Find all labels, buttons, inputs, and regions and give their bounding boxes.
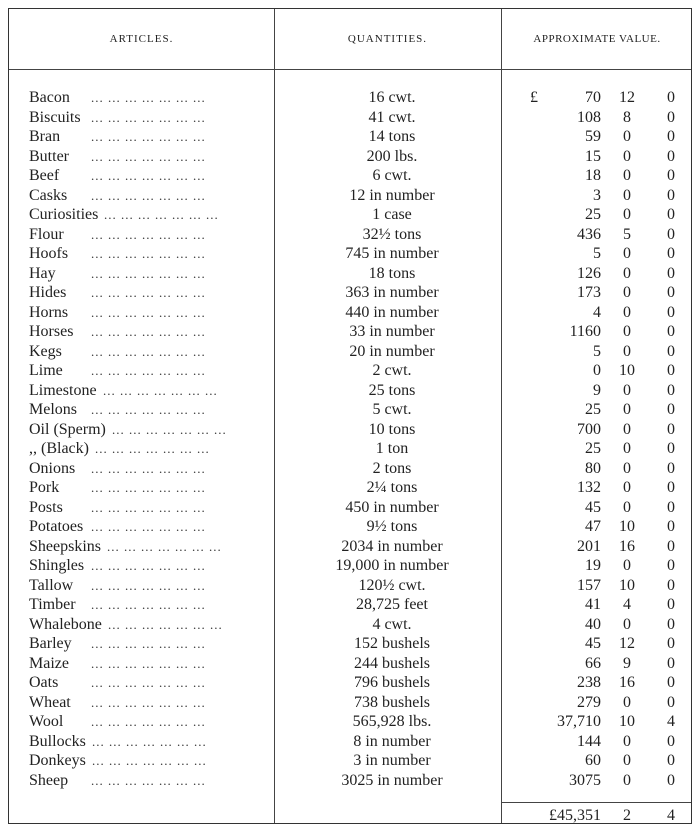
pounds-cell: 45 xyxy=(585,635,601,652)
quantity-cell: 1 case xyxy=(372,206,412,223)
pounds-cell: 40 xyxy=(585,615,601,633)
article-cell: Lime xyxy=(29,362,63,379)
pence-cell: 0 xyxy=(667,440,675,457)
leader-dots: ... ... ... ... ... ... ... xyxy=(95,441,210,456)
quantity-cell: 25 tons xyxy=(368,381,416,399)
pence-cell: 0 xyxy=(667,498,675,516)
shillings-cell: 5 xyxy=(623,225,631,243)
pence-cell: 0 xyxy=(667,615,675,633)
quantity-cell: 152 bushels xyxy=(354,635,430,652)
table-row xyxy=(9,127,691,147)
shillings-cell: 0 xyxy=(623,693,631,711)
article-cell: Bran xyxy=(29,128,61,145)
pence-cell: 0 xyxy=(667,108,675,126)
shillings-cell: 0 xyxy=(623,284,631,301)
leader-dots: ... ... ... ... ... ... ... xyxy=(91,148,206,164)
pounds-cell: 18 xyxy=(585,167,601,184)
leader-dots: ... ... ... ... ... ... ... xyxy=(91,246,206,261)
pence-cell: 0 xyxy=(667,128,675,145)
article-cell: Casks xyxy=(29,186,68,204)
shillings-cell: 0 xyxy=(623,420,631,438)
shillings-cell: 0 xyxy=(623,771,631,789)
pence-cell: 0 xyxy=(667,732,675,750)
leader-dots: ... ... ... ... ... ... ... xyxy=(92,733,207,749)
pounds-cell: 144 xyxy=(577,732,601,750)
article-cell: ,, (Black) xyxy=(29,440,89,457)
pounds-cell: 157 xyxy=(577,576,601,594)
shillings-cell: 0 xyxy=(623,206,631,223)
leader-dots: ... ... ... ... ... ... ... xyxy=(91,714,206,729)
article-cell: Melons xyxy=(29,401,77,418)
quantity-cell: 2 cwt. xyxy=(372,362,412,379)
leader-dots: ... ... ... ... ... ... ... xyxy=(91,772,206,788)
total-row xyxy=(9,806,691,826)
quantity-cell: 16 cwt. xyxy=(368,89,416,106)
shillings-cell: 12 xyxy=(619,89,635,106)
quantity-cell: 450 in number xyxy=(345,498,439,516)
shillings-cell: 0 xyxy=(623,401,631,418)
shillings-cell: 0 xyxy=(623,128,631,145)
article-cell: Bacon xyxy=(29,89,70,106)
quantity-cell: 120½ cwt. xyxy=(358,576,426,594)
pence-cell: 0 xyxy=(667,206,675,223)
pounds-cell: 60 xyxy=(585,752,601,769)
pounds-cell: 436 xyxy=(577,225,601,243)
table-row xyxy=(9,303,691,323)
quantity-cell: 12 in number xyxy=(349,186,435,204)
article-cell: Wool xyxy=(29,713,64,730)
article-cell: Oil (Sperm) xyxy=(29,420,106,438)
shillings-cell: 0 xyxy=(623,440,631,457)
pence-cell: 0 xyxy=(667,303,675,321)
table-row xyxy=(9,751,691,771)
table-row xyxy=(9,478,691,498)
shillings-cell: 0 xyxy=(623,264,631,282)
pounds-cell: 201 xyxy=(577,537,601,555)
pounds-cell: 19 xyxy=(585,557,601,574)
quantity-cell: 2 tons xyxy=(372,459,412,477)
pence-cell: 0 xyxy=(667,167,675,184)
quantity-cell: 19,000 in number xyxy=(335,557,449,574)
pence-cell: 0 xyxy=(667,693,675,711)
table-row xyxy=(9,732,691,752)
shillings-cell: 10 xyxy=(619,518,635,535)
pounds-cell: 700 xyxy=(577,420,601,438)
article-cell: Bullocks xyxy=(29,732,86,750)
leader-dots: ... ... ... ... ... ... ... xyxy=(91,129,206,144)
table-row xyxy=(9,537,691,557)
article-cell: Limestone xyxy=(29,381,97,399)
exports-table xyxy=(8,8,692,824)
article-cell: Horns xyxy=(29,303,69,321)
table-row xyxy=(9,439,691,459)
table-row xyxy=(9,615,691,635)
table-row xyxy=(9,205,691,225)
table-row xyxy=(9,595,691,615)
pounds-cell: 25 xyxy=(585,206,601,223)
pence-cell: 0 xyxy=(667,674,675,691)
quantity-cell: 244 bushels xyxy=(354,654,430,672)
article-cell: Shingles xyxy=(29,557,85,574)
table-row xyxy=(9,459,691,479)
pence-cell: 0 xyxy=(667,264,675,282)
shillings-cell: 0 xyxy=(623,245,631,262)
shillings-cell: 4 xyxy=(623,596,631,613)
pence-cell: 4 xyxy=(667,713,675,730)
quantity-cell: 200 lbs. xyxy=(366,147,418,165)
pence-cell: 0 xyxy=(667,479,675,496)
pence-cell: 0 xyxy=(667,284,675,301)
shillings-cell: 10 xyxy=(619,576,635,594)
pence-cell: 0 xyxy=(667,323,675,340)
table-row xyxy=(9,283,691,303)
leader-dots: ... ... ... ... ... ... ... xyxy=(91,597,206,612)
article-cell: Tallow xyxy=(29,576,74,594)
quantity-cell: 4 cwt. xyxy=(372,615,412,633)
pounds-cell: 15 xyxy=(585,147,601,165)
quantity-cell: 440 in number xyxy=(345,303,439,321)
quantity-cell: 3 in number xyxy=(353,752,431,769)
quantity-cell: 32½ tons xyxy=(362,225,422,243)
pounds-cell: 279 xyxy=(577,693,601,711)
pounds-cell: 3075 xyxy=(569,771,601,789)
pounds-cell: 5 xyxy=(593,342,601,360)
shillings-cell: 0 xyxy=(623,381,631,399)
pence-cell: 0 xyxy=(667,420,675,438)
header-approximate-value: APPROXIMATE VALUE. xyxy=(533,33,661,45)
leader-dots: ... ... ... ... ... ... ... xyxy=(91,577,206,593)
table-row xyxy=(9,712,691,732)
table-row xyxy=(9,108,691,128)
pounds-cell: 9 xyxy=(593,381,601,399)
table-row xyxy=(9,186,691,206)
article-cell: Onions xyxy=(29,459,76,477)
article-cell: Sheepskins xyxy=(29,537,101,555)
table-row xyxy=(9,517,691,537)
leader-dots: ... ... ... ... ... ... ... xyxy=(91,636,206,651)
table-row xyxy=(9,88,691,108)
table-row xyxy=(9,400,691,420)
pounds-cell: 45 xyxy=(585,498,601,516)
leader-dots: ... ... ... ... ... ... ... xyxy=(91,226,206,242)
quantity-cell: 8 in number xyxy=(353,732,431,750)
quantity-cell: 18 tons xyxy=(368,264,416,282)
total-pounds: £45,351 xyxy=(549,807,601,824)
quantity-cell: 796 bushels xyxy=(354,674,430,691)
leader-dots: ... ... ... ... ... ... ... xyxy=(112,421,227,437)
total-shillings: 2 xyxy=(623,807,631,824)
shillings-cell: 16 xyxy=(619,537,635,555)
leader-dots: ... ... ... ... ... ... ... xyxy=(91,363,206,378)
leader-dots: ... ... ... ... ... ... ... xyxy=(91,304,206,320)
pence-cell: 0 xyxy=(667,381,675,399)
table-row xyxy=(9,244,691,264)
total-pence: 4 xyxy=(667,807,675,824)
leader-dots: ... ... ... ... ... ... ... xyxy=(104,207,219,222)
article-cell: Beef xyxy=(29,167,60,184)
quantity-cell: 9½ tons xyxy=(366,518,418,535)
quantity-cell: 10 tons xyxy=(368,420,416,438)
table-row xyxy=(9,420,691,440)
pence-cell: 0 xyxy=(667,654,675,672)
leader-dots: ... ... ... ... ... ... ... xyxy=(91,655,206,671)
pence-cell: 0 xyxy=(667,362,675,379)
article-cell: Kegs xyxy=(29,342,62,360)
article-cell: Flour xyxy=(29,225,64,243)
leader-dots: ... ... ... ... ... ... ... xyxy=(103,382,218,398)
shillings-cell: 0 xyxy=(623,323,631,340)
leader-dots: ... ... ... ... ... ... ... xyxy=(92,753,207,768)
pounds-cell: 4 xyxy=(593,303,601,321)
leader-dots: ... ... ... ... ... ... ... xyxy=(91,558,206,573)
pounds-cell: 126 xyxy=(577,264,601,282)
pence-cell: 0 xyxy=(667,147,675,165)
shillings-cell: 0 xyxy=(623,498,631,516)
pounds-cell: 37,710 xyxy=(557,713,601,730)
pence-cell: 0 xyxy=(667,596,675,613)
header-quantities: QUANTITIES. xyxy=(347,33,428,45)
quantity-cell: 363 in number xyxy=(345,284,439,301)
table-row xyxy=(9,498,691,518)
quantity-cell: 738 bushels xyxy=(354,693,430,711)
article-cell: Donkeys xyxy=(29,752,86,769)
table-row xyxy=(9,634,691,654)
pounds-cell: 59 xyxy=(585,128,601,145)
table-row xyxy=(9,264,691,284)
table-row xyxy=(9,342,691,362)
quantity-cell: 2¼ tons xyxy=(366,479,418,496)
article-cell: Hoofs xyxy=(29,245,69,262)
table-row xyxy=(9,693,691,713)
total-divider xyxy=(501,802,691,803)
article-cell: Oats xyxy=(29,674,59,691)
pence-cell: 0 xyxy=(667,245,675,262)
table-row xyxy=(9,361,691,381)
pence-cell: 0 xyxy=(667,342,675,360)
shillings-cell: 0 xyxy=(623,303,631,321)
table-row xyxy=(9,654,691,674)
shillings-cell: 10 xyxy=(619,713,635,730)
table-row xyxy=(9,322,691,342)
pounds-cell: 108 xyxy=(577,108,601,126)
article-cell: Butter xyxy=(29,147,69,165)
shillings-cell: 0 xyxy=(623,557,631,574)
shillings-cell: 0 xyxy=(623,186,631,204)
leader-dots: ... ... ... ... ... ... ... xyxy=(91,675,206,690)
table-row xyxy=(9,771,691,791)
pence-cell: 0 xyxy=(667,537,675,555)
leader-dots: ... ... ... ... ... ... ... xyxy=(91,324,206,339)
pence-cell: 0 xyxy=(667,459,675,477)
pounds-cell: 70 xyxy=(585,89,601,106)
leader-dots: ... ... ... ... ... ... ... xyxy=(91,480,206,495)
pence-cell: 0 xyxy=(667,752,675,769)
leader-dots: ... ... ... ... ... ... ... xyxy=(91,109,206,125)
article-cell: Maize xyxy=(29,654,69,672)
quantity-cell: 3025 in number xyxy=(341,771,443,789)
table-row xyxy=(9,381,691,401)
article-cell: Posts xyxy=(29,498,63,516)
table-row xyxy=(9,576,691,596)
shillings-cell: 0 xyxy=(623,479,631,496)
leader-dots: ... ... ... ... ... ... ... xyxy=(91,694,206,710)
pence-cell: 0 xyxy=(667,576,675,594)
leader-dots: ... ... ... ... ... ... ... xyxy=(91,90,206,105)
leader-dots: ... ... ... ... ... ... ... xyxy=(91,187,206,203)
leader-dots: ... ... ... ... ... ... ... xyxy=(91,499,206,515)
shillings-cell: 0 xyxy=(623,615,631,633)
pence-cell: 0 xyxy=(667,186,675,204)
shillings-cell: 0 xyxy=(623,752,631,769)
shillings-cell: 16 xyxy=(619,674,635,691)
article-cell: Hay xyxy=(29,264,56,282)
article-cell: Pork xyxy=(29,479,60,496)
table-row xyxy=(9,147,691,167)
quantity-cell: 14 tons xyxy=(368,128,416,145)
quantity-cell: 6 cwt. xyxy=(372,167,412,184)
quantity-cell: 2034 in number xyxy=(341,537,443,555)
quantity-cell: 41 cwt. xyxy=(368,108,416,126)
pounds-cell: 0 xyxy=(593,362,601,379)
leader-dots: ... ... ... ... ... ... ... xyxy=(91,402,206,417)
pounds-cell: 132 xyxy=(577,479,601,496)
quantity-cell: 33 in number xyxy=(349,323,435,340)
leader-dots: ... ... ... ... ... ... ... xyxy=(108,616,223,632)
pence-cell: 0 xyxy=(667,518,675,535)
quantity-cell: 1 ton xyxy=(375,440,409,457)
pence-cell: 0 xyxy=(667,401,675,418)
article-cell: Timber xyxy=(29,596,76,613)
header-articles: ARTICLES. xyxy=(109,33,174,45)
quantity-cell: 745 in number xyxy=(345,245,439,262)
article-cell: Curiosities xyxy=(29,206,99,223)
pounds-cell: 238 xyxy=(577,674,601,691)
table-row xyxy=(9,166,691,186)
quantity-cell: 5 cwt. xyxy=(372,401,412,418)
table-row xyxy=(9,673,691,693)
pounds-cell: 80 xyxy=(585,459,601,477)
pounds-cell: 5 xyxy=(593,245,601,262)
pence-cell: 0 xyxy=(667,635,675,652)
quantity-cell: 28,725 feet xyxy=(356,596,428,613)
leader-dots: ... ... ... ... ... ... ... xyxy=(91,265,206,281)
leader-dots: ... ... ... ... ... ... ... xyxy=(91,519,206,534)
article-cell: Hides xyxy=(29,284,67,301)
quantity-cell: 565,928 lbs. xyxy=(352,713,432,730)
pounds-cell: 1160 xyxy=(569,323,601,340)
shillings-cell: 0 xyxy=(623,167,631,184)
article-cell: Wheat xyxy=(29,693,71,711)
pounds-cell: 173 xyxy=(577,284,601,301)
shillings-cell: 0 xyxy=(623,342,631,360)
leader-dots: ... ... ... ... ... ... ... xyxy=(107,538,222,554)
shillings-cell: 8 xyxy=(623,108,631,126)
quantity-cell: 20 in number xyxy=(349,342,435,360)
article-cell: Sheep xyxy=(29,771,69,789)
shillings-cell: 9 xyxy=(623,654,631,672)
article-cell: Horses xyxy=(29,323,74,340)
shillings-cell: 0 xyxy=(623,459,631,477)
leader-dots: ... ... ... ... ... ... ... xyxy=(91,460,206,476)
pence-cell: 0 xyxy=(667,557,675,574)
currency-symbol: £ xyxy=(530,89,538,106)
leader-dots: ... ... ... ... ... ... ... xyxy=(91,343,206,359)
article-cell: Potatoes xyxy=(29,518,84,535)
table-row xyxy=(9,556,691,576)
shillings-cell: 0 xyxy=(623,147,631,165)
article-cell: Barley xyxy=(29,635,72,652)
shillings-cell: 0 xyxy=(623,732,631,750)
pounds-cell: 41 xyxy=(585,596,601,613)
table-row xyxy=(9,225,691,245)
shillings-cell: 10 xyxy=(619,362,635,379)
article-cell: Whalebone xyxy=(29,615,102,633)
pounds-cell: 47 xyxy=(585,518,601,535)
pence-cell: 0 xyxy=(667,225,675,243)
shillings-cell: 12 xyxy=(619,635,635,652)
pounds-cell: 3 xyxy=(593,186,601,204)
pence-cell: 0 xyxy=(667,89,675,106)
pounds-cell: 25 xyxy=(585,440,601,457)
article-cell: Biscuits xyxy=(29,108,81,126)
pounds-cell: 25 xyxy=(585,401,601,418)
pence-cell: 0 xyxy=(667,771,675,789)
header-divider xyxy=(9,69,691,70)
leader-dots: ... ... ... ... ... ... ... xyxy=(91,168,206,183)
pounds-cell: 66 xyxy=(585,654,601,672)
leader-dots: ... ... ... ... ... ... ... xyxy=(91,285,206,300)
